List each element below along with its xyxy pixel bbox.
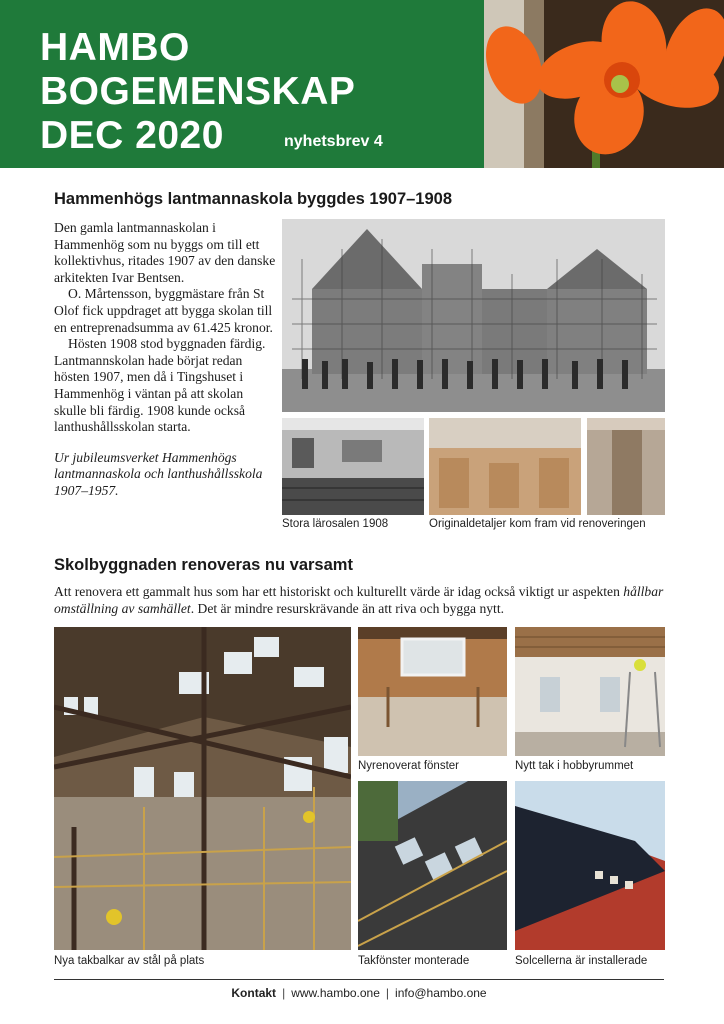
title-line-3: DEC 2020 [40, 114, 224, 157]
section-heading-renovation: Skolbyggnaden renoveras nu varsamt [54, 556, 353, 574]
footer-contact-label: Kontakt [231, 986, 277, 1000]
intro-text-1: Att renovera ett gammalt hus som har ett historiskt och kulturellt värde är idag också viktigt ur aspekten [54, 584, 624, 599]
section-heading-history: Hammenhögs lantmannaskola byggdes 1907–1908 [54, 190, 452, 208]
footer-separator: | [282, 986, 286, 1000]
construction-1907-photo [282, 219, 665, 412]
original-details-photo-2 [587, 418, 665, 515]
issue-label: nyhetsbrev 4 [284, 133, 383, 150]
caption-details: Originaldetaljer kom fram vid renoveringen [429, 518, 646, 530]
skylights-photo [358, 781, 507, 950]
intro-text-italic: hållbar omställning av samhället [54, 584, 664, 616]
history-text [54, 220, 276, 500]
footer-website-link[interactable]: www.hambo.one [291, 986, 380, 1000]
footer [54, 986, 664, 1000]
source-note: Ur jubileumsverket Hammenhögs lantmannaskola och lanthushållsskola 1907–1957. [54, 449, 263, 498]
hobby-room-ceiling-photo [515, 627, 665, 756]
caption-solar: Solcellerna är installerade [515, 955, 648, 967]
steel-beams-photo [54, 627, 351, 950]
caption-ceiling: Nytt tak i hobbyrummet [515, 760, 634, 772]
solar-panels-photo [515, 781, 665, 950]
footer-email-link[interactable]: info@hambo.one [395, 986, 487, 1000]
renovated-window-photo [358, 627, 507, 756]
footer-divider [54, 979, 664, 980]
amaryllis-photo [484, 0, 724, 168]
caption-beams: Nya takbalkar av stål på plats [54, 955, 205, 967]
title-line-1: HAMBO [40, 26, 190, 69]
intro-text-2: . Det är mindre resurskrävande än att riva och bygga nytt. [190, 600, 505, 616]
caption-window: Nyrenoverat fönster [358, 760, 459, 772]
original-details-photo-1 [429, 418, 581, 515]
paragraph-3: Hösten 1908 stod byggnaden färdig. Lantmannskolan hade börjat redan hösten 1907, men då i Tingshuset i Hammenhög i väntan på att skolan skulle bli färdig. 1908 kunde också lanthushållsskolan starta. [54, 336, 266, 435]
renovation-intro [54, 584, 666, 617]
paragraph-2: O. Mårtensson, byggmästare från St Olof fick uppdraget att bygga skolan till en entreprenadsumma av 61.425 kronor. [54, 286, 273, 335]
caption-classroom: Stora lärosalen 1908 [282, 518, 389, 530]
paragraph-1: Den gamla lantmannaskolan i Hammenhög som nu byggs om till ett kollektivhus, ritades 1907 av den danske arkitekten Ivar Bentsen. [54, 220, 276, 285]
classroom-1908-photo [282, 418, 424, 515]
caption-skylights: Takfönster monterade [358, 955, 470, 967]
footer-separator: | [385, 986, 390, 1000]
title-line-2: BOGEMENSKAP [40, 70, 356, 113]
